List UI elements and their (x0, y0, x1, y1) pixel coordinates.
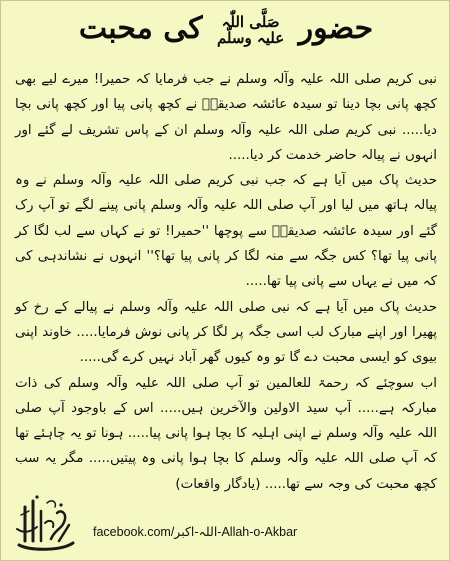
allahu-akbar-calligraphy-icon (11, 489, 81, 555)
source-signoff: (یادگار واقعات) (175, 476, 261, 492)
honorific-line-1: صَلَّی اللّٰہ (221, 13, 280, 31)
paragraph-4-text: اب سوچئے کہ رحمۃ للعالمین تو آپ صلی اللہ علیہ وآلہ وسلم کی ذات مبارکہ ہے..... آپ سید الاولین والآخرین ہیں..... اس کے باوجود آپ صلی اللہ علیہ وآلہ وسلم نے اپنی اہلیہ کا بچا ہوا پانی پیا..... ہونا تو یہ چاہئے تھا کہ آپ صلی اللہ علیہ وآلہ وسلم کا بچا ہوا پانی وہ پیتیں..... مگر یہ سب کچھ محبت کی وجہ سے تھا..... (15, 375, 437, 492)
paragraph-1: نبی کریم صلی اللہ علیہ وآلہ وسلم نے جب فرمایا کہ حمیرا! میرے لیے بھی کچھ پانی بچا دینا تو سیدہ عائشہ صدیقہؓ نے کچھ پانی پیا اور کچھ پانی بچا دیا..... نبی کریم صلی اللہ علیہ وآلہ وسلم ان کے پاس تشریف لے گئے اور انہوں نے پیالہ حاضر خدمت کر دیا..... (15, 72, 437, 163)
paragraph-3: حدیث پاک میں آیا ہے کہ نبی صلی اللہ علیہ وآلہ وسلم نے پیالے کے رخ کو پھیرا اور اپنے مبارک لب اسی جگہ پر لگا کر پانی نوش فرمایا..... خاوند اپنی بیوی کو ایسی محبت دے گا تو وہ کیوں گھر آباد نہیں کرے گی..... (15, 299, 437, 366)
title-end: کی محبت (78, 11, 203, 46)
honorific-line-2: علیہ وسلّم (216, 29, 285, 47)
title-honorific (217, 14, 284, 46)
article-body (15, 67, 437, 497)
facebook-page-link[interactable]: facebook.com/اللہ-اکبر-Allah-o-Akbar (93, 525, 298, 539)
paragraph-4 (15, 371, 437, 497)
page-title (1, 9, 450, 49)
paragraph-2: حدیث پاک میں آیا ہے کہ جب نبی کریم صلی اللہ علیہ وآلہ وسلم نے وہ پیالہ ہاتھ میں لیا اور آپ صلی اللہ علیہ وآلہ وسلم پانی پینے لگے تو آپ رک گئے اور سیدہ عائشہ صدیقہؓ سے پوچھا ''حمیرا! تو نے کہاں سے لب لگا کر پانی پیا تھا؟ کس جگہ سے منہ لگا کر پانی پیا تھا؟'' انہوں نے نشاندہی کی کہ میں نے یہاں سے پانی پیا تھا..... (15, 173, 437, 290)
title-start: حضور (298, 11, 374, 46)
